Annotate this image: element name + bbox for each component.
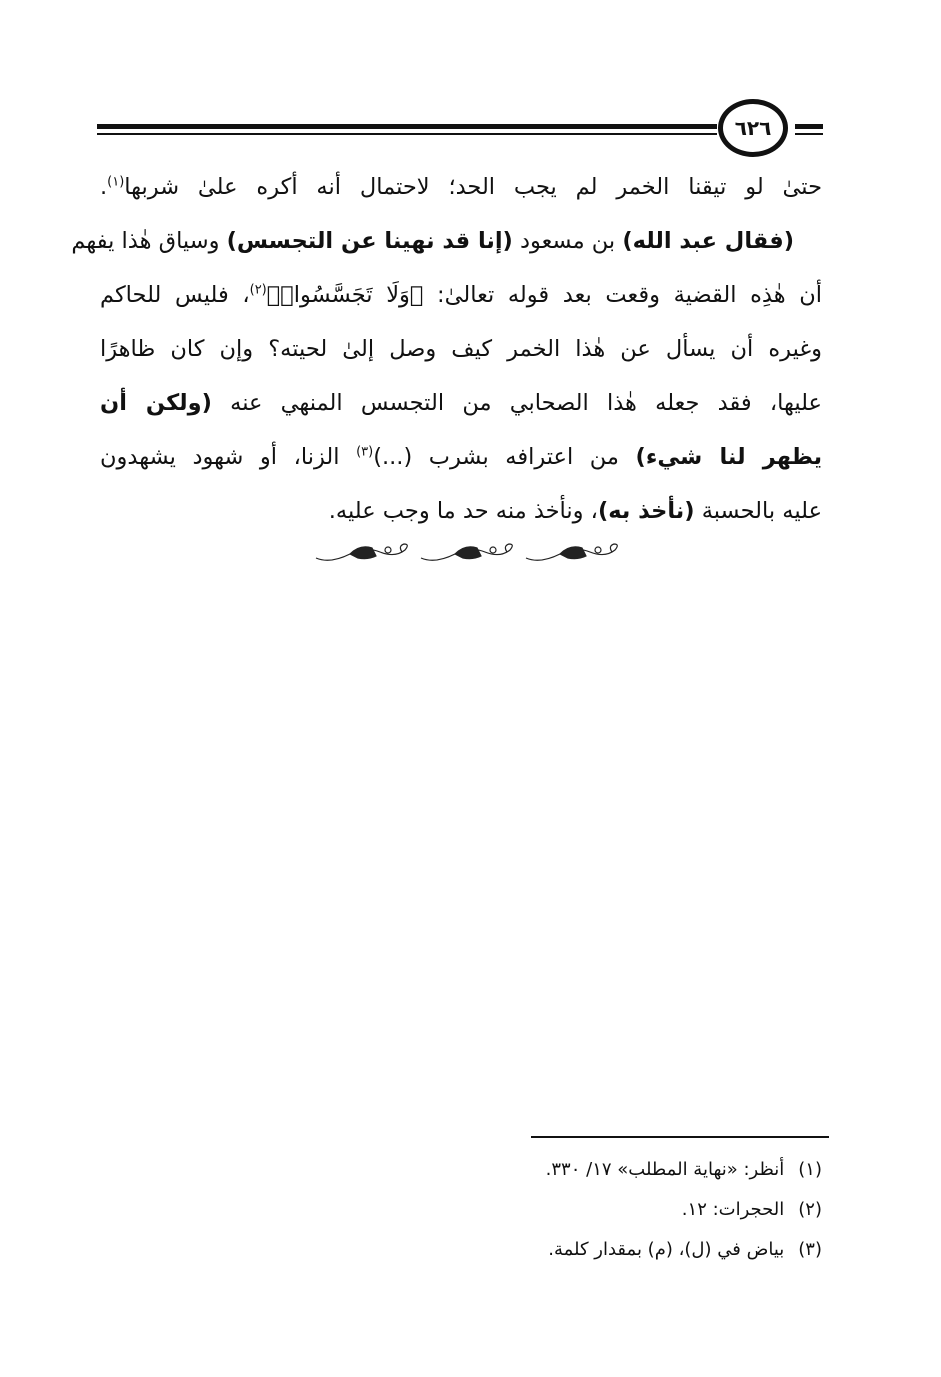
footnote-2: (٢)الحجرات: ١٢. xyxy=(681,1199,822,1220)
page-number: ٦٢٦ xyxy=(734,116,772,140)
body-line-6: يظهر لنا شيء) من اعترافه بشرب (...)$^{(٣)}$ الزنا، أو شهود يشهدون xyxy=(100,444,823,470)
header-rule-thin xyxy=(97,133,717,135)
footnote-3: (٣)بياض في (ل)، (م) بمقدار كلمة. xyxy=(548,1239,822,1260)
footnote-1: (١)أنظر: «نهاية المطلب» ١٧/ ٣٣٠. xyxy=(545,1159,822,1180)
body-line-2: (فقال عبد الله) بن مسعود (إنا قد نهينا عن التجسس) وسياق هٰذا يفهم xyxy=(71,228,794,254)
header-rule-thick-right xyxy=(795,124,823,129)
footnote-ref-3[interactable]: (٣) xyxy=(356,444,374,460)
body-line-7: عليه بالحسبة (نأخذ به)، ونأخذ منه حد ما وجب عليه. xyxy=(328,498,822,524)
body-line-4: وغيره أن يسأل عن هٰذا الخمر كيف وصل إلىٰ لحيته؟ وإن كان ظاهرًا xyxy=(100,336,822,362)
body-line-5: عليها، فقد جعله هٰذا الصحابي من التجسس المنهي عنه (ولكن أن xyxy=(100,390,822,416)
footnote-ref-2[interactable]: (٢) xyxy=(249,282,267,298)
section-divider-ornament xyxy=(310,538,620,568)
body-text xyxy=(71,160,823,538)
page-number-badge xyxy=(718,99,788,157)
footnote-ref-1[interactable]: (١) xyxy=(107,174,125,190)
header-rule-thin-right xyxy=(795,133,823,135)
footnotes xyxy=(300,1150,822,1270)
footnote-separator xyxy=(531,1136,829,1138)
header-rule-thick xyxy=(97,124,717,129)
body-line-1: حتىٰ لو تيقنا الخمر لم يجب الحد؛ لاحتمال أنه أكره علىٰ شربها$^{(١)}$. xyxy=(100,174,822,200)
body-line-3: أن هٰذِه القضية وقعت بعد قوله تعالىٰ: ﴿وَلَا تَجَسَّسُوا۟﴾$^{(٢)}$، فليس للحاكم xyxy=(100,282,822,308)
